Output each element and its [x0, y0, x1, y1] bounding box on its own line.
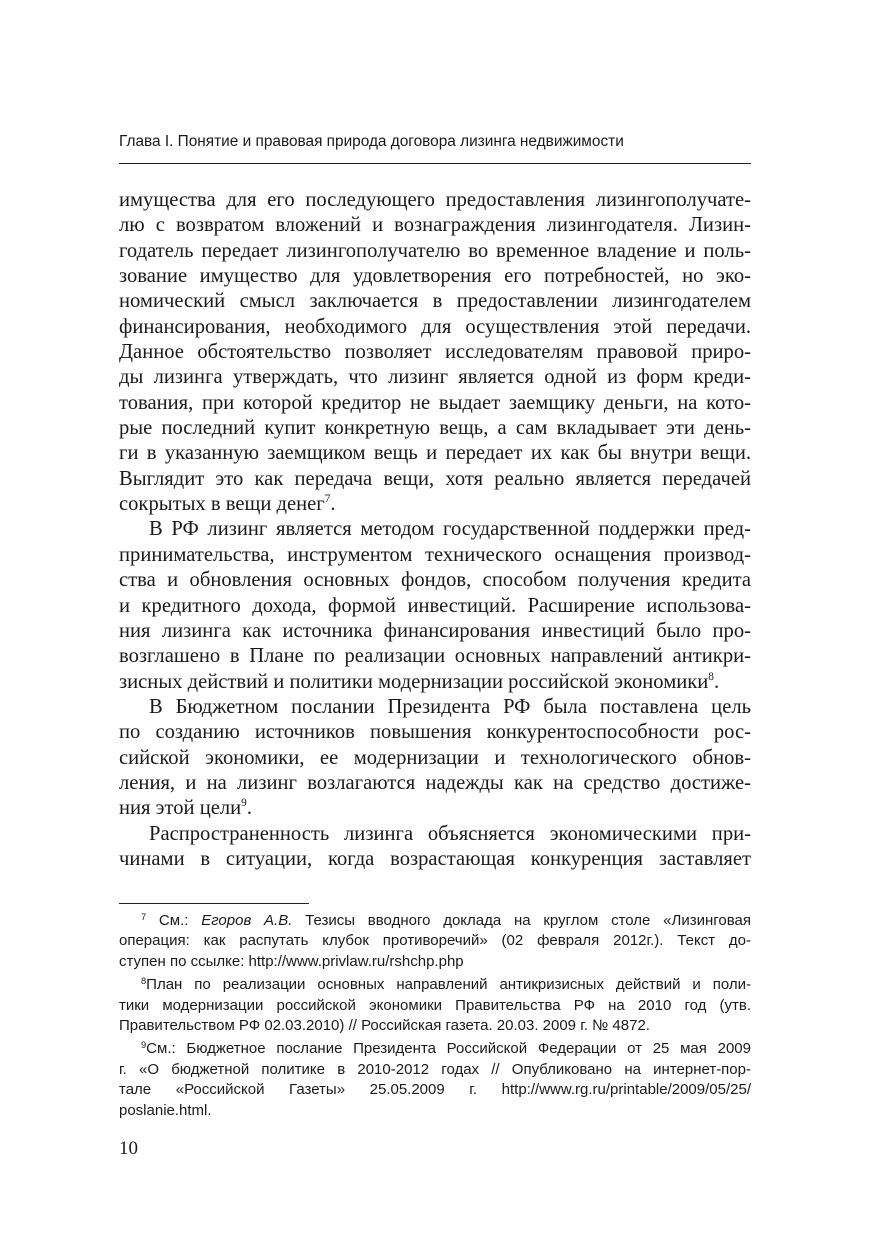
paragraph-1: [119, 188, 751, 517]
text-line: принимательства, инструментом технического оснащения производ-: [119, 543, 751, 566]
text-fragment: Тезисы вводного доклада на круглом столе «Лизинговая: [292, 912, 751, 929]
footnote-line: тики модернизации российской экономики Правительства РФ на 2010 год (утв.: [119, 996, 751, 1014]
text-line: чинами в ситуации, когда возрастающая конкуренция заставляет: [119, 847, 751, 870]
text-line: зование имущество для удовлетворения его потребностей, но эко-: [119, 265, 751, 288]
footnote-number: 8: [141, 976, 147, 987]
header-divider: [119, 163, 751, 164]
text-fragment: сокрытых в вещи денег: [119, 493, 325, 516]
text-line: ния лизинга как источника финансирования инвестиций было про-: [119, 619, 751, 642]
footnote-8: [119, 975, 751, 1036]
text-line: по созданию источников повышения конкурентоспособности рос-: [119, 721, 751, 744]
text-line: сийской экономики, ее модернизации и технологического обнов-: [119, 746, 751, 769]
text-line: В РФ лизинг является методом государственной поддержки пред-: [149, 518, 751, 541]
text-line: В Бюджетном послании Президента РФ была поставлена цель: [149, 695, 751, 718]
footnote-ref-8[interactable]: 8: [708, 670, 714, 683]
main-text: [119, 188, 751, 872]
text-line: возглашено в Плане по реализации основных направлений антикри-: [119, 645, 751, 668]
text-fragment: .: [246, 797, 252, 820]
footnotes: [119, 911, 751, 1121]
footnote-9: [119, 1039, 751, 1121]
author-name: Егоров А.В.: [201, 912, 293, 929]
text-line: имущества для его последующего предоставления лизингополучате-: [119, 189, 751, 211]
text-line: ства и обновления основных фондов, способом получения кредита: [119, 569, 751, 592]
text-fragment: ния этой цели: [119, 797, 242, 820]
footnote-number: 7: [141, 911, 147, 922]
text-line: ги в указанную заемщиком вещь и передает их как бы внутри вещи.: [119, 442, 751, 465]
text-line: лю с возвратом вложений и вознаграждения лизингодателя. Лизин-: [119, 214, 751, 237]
text-line: тования, при которой кредитор не выдает заемщику деньги, на кото-: [119, 391, 751, 414]
text-fragment: См.:: [146, 912, 202, 929]
text-line: рые последний купит конкретную вещь, а сам вкладывает эти день-: [119, 417, 751, 440]
text-line: [119, 670, 751, 695]
footnote-line: poslanie.html.: [119, 1101, 212, 1119]
text-line: ления, и на лизинг возлагаются надежды как на средство достиже-: [119, 771, 751, 794]
footnote-line: тале «Российской Газеты» 25.05.2009 г. http://www.rg.ru/printable/2009/05/25/: [119, 1081, 751, 1099]
footnote-line: [119, 975, 751, 995]
paragraph-3: [119, 695, 751, 822]
text-line: Выглядит это как передача вещи, хотя реально является передачей: [119, 467, 751, 490]
footnote-ref-7[interactable]: 7: [324, 493, 331, 506]
text-fragment: .: [713, 670, 720, 693]
footnote-line: Правительством РФ 02.03.2010) // Российская газета. 20.03. 2009 г. № 4872.: [119, 1017, 650, 1035]
paragraph-2: [119, 517, 751, 694]
text-line: [119, 796, 751, 821]
text-line: и кредитного дохода, формой инвестиций. Расширение использова-: [119, 594, 751, 617]
text-line: номический смысл заключается в предоставлении лизингодателем: [119, 290, 751, 313]
footnote-7: [119, 911, 751, 972]
footnote-line: [119, 911, 751, 931]
page-number: 10: [119, 1138, 138, 1159]
footnote-line: г. «О бюджетной политике в 2010-2012 годах // Опубликовано на интернет-пор-: [119, 1060, 751, 1078]
footnote-divider: [119, 903, 309, 904]
running-head: Глава I. Понятие и правовая природа договора лизинга недвижимости: [119, 133, 624, 150]
footnote-line: операция: как распутать клубок противоречий» (02 февраля 2012г.). Текст до-: [119, 932, 751, 950]
text-line: Данное обстоятельство позволяет исследователям правовой приро-: [119, 341, 751, 364]
text-fragment: План по реализации основных направлений антикризисных действий и поли-: [146, 976, 751, 994]
text-line: Распространенность лизинга объясняется экономическими при-: [149, 822, 751, 845]
text-fragment: .: [330, 493, 336, 516]
text-line: финансирования, необходимого для осуществления этой передачи.: [119, 315, 751, 338]
footnote-number: 9: [141, 1040, 147, 1051]
footnote-line: [119, 1039, 751, 1059]
footnote-ref-9[interactable]: 9: [241, 797, 247, 810]
text-fragment: зисных действий и политики модернизации российской экономики: [119, 670, 709, 693]
text-line: годатель передает лизингополучателю во временное владение и поль-: [119, 239, 751, 262]
footnote-line: ступен по ссылке: http://www.privlaw.ru/rshchp.php: [119, 952, 464, 970]
text-line: [119, 492, 751, 517]
paragraph-4: [119, 822, 751, 873]
text-line: ды лизинга утверждать, что лизинг является одной из форм креди-: [119, 366, 751, 389]
text-fragment: См.: Бюджетное послание Президента Российской Федерации от 25 мая 2009: [146, 1040, 751, 1058]
